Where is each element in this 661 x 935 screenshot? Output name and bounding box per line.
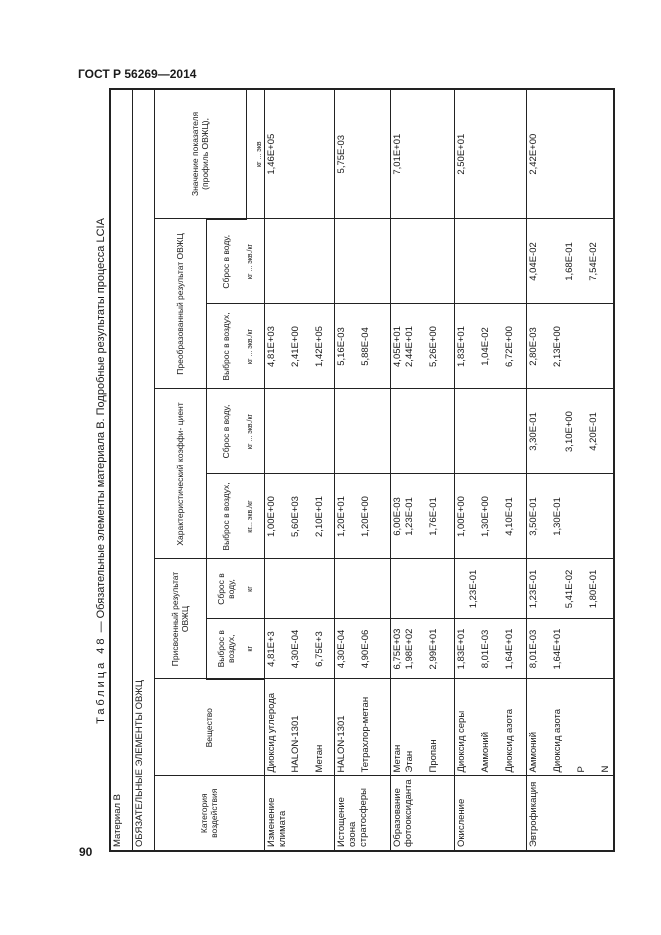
factor-air-cell bbox=[264, 474, 334, 559]
indicator-cell: 2,50E+01 bbox=[454, 89, 526, 219]
indicator-cell: 1,46E+05 bbox=[264, 89, 334, 219]
category-cell: Эвтрофикация bbox=[526, 776, 614, 851]
indicator-cell: 2,42E+00 bbox=[526, 89, 614, 219]
header-indicator: Значение показателя (профиль ОВЖЦ), bbox=[154, 89, 246, 219]
value-line: 3,10E+00 bbox=[563, 411, 575, 452]
factor-water-cell bbox=[526, 389, 614, 474]
substance-cell bbox=[390, 679, 454, 776]
value-line: 1,20E+01 bbox=[335, 496, 347, 537]
value-line: 1,00E+00 bbox=[265, 496, 277, 537]
indicator-cell: 5,75E-03 bbox=[334, 89, 390, 219]
substance-line: Метан bbox=[391, 744, 403, 773]
assigned-water-cell bbox=[526, 559, 614, 619]
value-line: 4,05E+01 bbox=[391, 326, 403, 367]
value-line: 6,72E+00 bbox=[503, 326, 515, 367]
value-line: 8,01E-03 bbox=[479, 629, 491, 669]
table-row bbox=[454, 89, 526, 851]
value-line: 3,50E-01 bbox=[527, 497, 539, 536]
value-line: 6,75E+3 bbox=[313, 631, 325, 667]
value-line: 4,10E-01 bbox=[503, 497, 515, 536]
caption-text: — Обязательные элементы материала В. Подробные результаты процесса LCIA bbox=[95, 218, 107, 636]
substance-cell bbox=[454, 679, 526, 776]
value-line: 1,64E+01 bbox=[551, 628, 563, 670]
unit-assigned-air: кг bbox=[246, 619, 264, 679]
value-line: 2,41E+00 bbox=[289, 326, 301, 367]
substance-line: N bbox=[599, 765, 611, 773]
value-line: 1,98E+02 bbox=[403, 628, 415, 670]
indicator-cell: 7,01E+01 bbox=[390, 89, 454, 219]
category-cell: Образование фотооксиданта bbox=[390, 776, 454, 851]
subheader-converted-air: Выброс в воздух, bbox=[206, 304, 246, 389]
value-line: 2,99E+01 bbox=[427, 628, 439, 670]
value-line: 1,83E+01 bbox=[455, 326, 467, 367]
value-line: 1,23E-01 bbox=[467, 569, 479, 609]
substance-line: Тетрахлор-метан bbox=[359, 696, 371, 773]
substance-cell bbox=[526, 679, 614, 776]
value-line: 2,10E+01 bbox=[313, 496, 325, 537]
value-line: 5,41E-02 bbox=[563, 569, 575, 609]
value-line: 4,20E-01 bbox=[587, 412, 599, 451]
unit-converted-air: кг ... экв./кг bbox=[246, 304, 264, 389]
header-factor: Характеристический коэффи- циент bbox=[154, 389, 206, 559]
value-line: 1,42E+05 bbox=[313, 326, 325, 367]
caption-lead: Таблица 48 bbox=[95, 635, 107, 724]
value-line: 3,30E-01 bbox=[527, 412, 539, 451]
subheader-factor-air: Выброс в воздух, bbox=[206, 474, 246, 559]
factor-air-cell bbox=[334, 474, 390, 559]
factor-air-cell bbox=[454, 474, 526, 559]
value-line: 2,44E+01 bbox=[403, 326, 415, 367]
value-line: 1,80E-01 bbox=[587, 569, 599, 609]
rotated-table-block bbox=[93, 90, 611, 852]
converted-air-cell bbox=[526, 304, 614, 389]
header-assigned: Присвоенный результат ОВЖЦ bbox=[154, 559, 206, 679]
unit-indicator: кг ... экв bbox=[246, 89, 264, 219]
substance-cell bbox=[334, 679, 390, 776]
value-line: 6,75E+03 bbox=[391, 628, 403, 670]
category-cell: Изменение климата bbox=[264, 776, 334, 851]
unit-assigned-water: кг bbox=[246, 559, 264, 619]
converted-water-cell bbox=[334, 219, 390, 304]
assigned-air-cell bbox=[264, 619, 334, 679]
converted-air-cell bbox=[334, 304, 390, 389]
table-row bbox=[334, 89, 390, 851]
substance-line: HALON-1301 bbox=[335, 715, 347, 773]
value-line: 1,30E+00 bbox=[479, 496, 491, 537]
substance-line: Аммоний bbox=[527, 731, 539, 773]
substance-line: Пропан bbox=[427, 739, 439, 773]
value-line: 1,83E+01 bbox=[455, 628, 467, 670]
substance-line: Диоксид азота bbox=[503, 708, 515, 773]
factor-water-cell bbox=[334, 389, 390, 474]
value-line: 4,30E-04 bbox=[289, 629, 301, 669]
header-substance: Вещество bbox=[154, 679, 264, 776]
converted-water-cell bbox=[526, 219, 614, 304]
assigned-air-cell bbox=[334, 619, 390, 679]
material-row: Материал В bbox=[110, 89, 132, 851]
unit-converted-water: кг ... экв./кг bbox=[246, 219, 264, 304]
value-line: 4,30E-04 bbox=[335, 629, 347, 669]
value-line: 1,68E-01 bbox=[563, 242, 575, 281]
value-line: 1,76E-01 bbox=[427, 497, 439, 536]
converted-water-cell bbox=[264, 219, 334, 304]
category-cell: Истощение озона стратосферы bbox=[334, 776, 390, 851]
factor-air-cell bbox=[390, 474, 454, 559]
subheader-emission-air: Выброс в воздух, bbox=[206, 619, 246, 679]
value-line: 1,30E-01 bbox=[551, 497, 563, 536]
substance-line: Метан bbox=[313, 744, 325, 773]
substance-cell bbox=[264, 679, 334, 776]
substance-line: P bbox=[575, 766, 587, 773]
unit-factor-water: кг ... экв./кг bbox=[246, 389, 264, 474]
value-line: 4,81E+3 bbox=[265, 631, 277, 667]
value-line: 1,23E-01 bbox=[403, 497, 415, 536]
substance-line: Этан bbox=[403, 750, 415, 773]
header-category: Категория воздействия bbox=[154, 776, 264, 851]
value-line: 5,26E+00 bbox=[427, 326, 439, 367]
unit-factor-air: кг... экв./кг bbox=[246, 474, 264, 559]
value-line: 5,60E+03 bbox=[289, 496, 301, 537]
assigned-water-cell bbox=[390, 559, 454, 619]
converted-water-cell bbox=[454, 219, 526, 304]
category-cell: Окисление bbox=[454, 776, 526, 851]
section-row: ОБЯЗАТЕЛЬНЫЕ ЭЛЕМЕНТЫ ОВЖЦ bbox=[132, 89, 154, 851]
table-caption bbox=[95, 90, 107, 852]
standard-number: ГОСТ Р 56269—2014 bbox=[78, 67, 197, 81]
converted-air-cell bbox=[454, 304, 526, 389]
value-line: 2,13E+00 bbox=[551, 326, 563, 367]
value-line: 8,01E-03 bbox=[527, 629, 539, 669]
table-row bbox=[390, 89, 454, 851]
substance-line: Диоксид азота bbox=[551, 708, 563, 773]
value-line: 2,80E-03 bbox=[527, 327, 539, 366]
value-line: 4,04E-02 bbox=[527, 242, 539, 281]
assigned-water-cell bbox=[264, 559, 334, 619]
value-line: 5,16E-03 bbox=[335, 327, 347, 366]
factor-air-cell bbox=[526, 474, 614, 559]
assigned-water-cell bbox=[454, 559, 526, 619]
factor-water-cell bbox=[264, 389, 334, 474]
factor-water-cell bbox=[454, 389, 526, 474]
substance-line: HALON-1301 bbox=[289, 715, 301, 773]
value-line: 1,04E-02 bbox=[479, 327, 491, 366]
table-row bbox=[526, 89, 614, 851]
assigned-air-cell bbox=[526, 619, 614, 679]
converted-water-cell bbox=[390, 219, 454, 304]
assigned-air-cell bbox=[390, 619, 454, 679]
subheader-converted-water: Сброс в воду, bbox=[206, 219, 246, 304]
converted-air-cell bbox=[390, 304, 454, 389]
assigned-water-cell bbox=[334, 559, 390, 619]
subheader-factor-water: Сброс в воду, bbox=[206, 389, 246, 474]
substance-line: Диоксид углерода bbox=[265, 692, 277, 773]
header-converted: Преобразованный результат ОВЖЦ bbox=[154, 219, 206, 389]
value-line: 4,81E+03 bbox=[265, 326, 277, 367]
value-line: 1,00E+00 bbox=[455, 496, 467, 537]
lcia-results-table bbox=[109, 88, 615, 852]
value-line: 7,54E-02 bbox=[587, 242, 599, 281]
page-number: 90 bbox=[79, 845, 93, 859]
value-line: 6,00E-03 bbox=[391, 497, 403, 536]
value-line: 1,20E+00 bbox=[359, 496, 371, 537]
converted-air-cell bbox=[264, 304, 334, 389]
substance-line: Аммоний bbox=[479, 731, 491, 773]
assigned-air-cell bbox=[454, 619, 526, 679]
value-line: 5,88E-04 bbox=[359, 327, 371, 366]
substance-line: Диоксид серы bbox=[455, 710, 467, 773]
factor-water-cell bbox=[390, 389, 454, 474]
value-line: 1,23E-01 bbox=[527, 569, 539, 609]
subheader-discharge-water: Сброс в воду, bbox=[206, 559, 246, 619]
value-line: 4,90E-06 bbox=[359, 629, 371, 669]
table-row bbox=[264, 89, 334, 851]
value-line: 1,64E+01 bbox=[503, 628, 515, 670]
